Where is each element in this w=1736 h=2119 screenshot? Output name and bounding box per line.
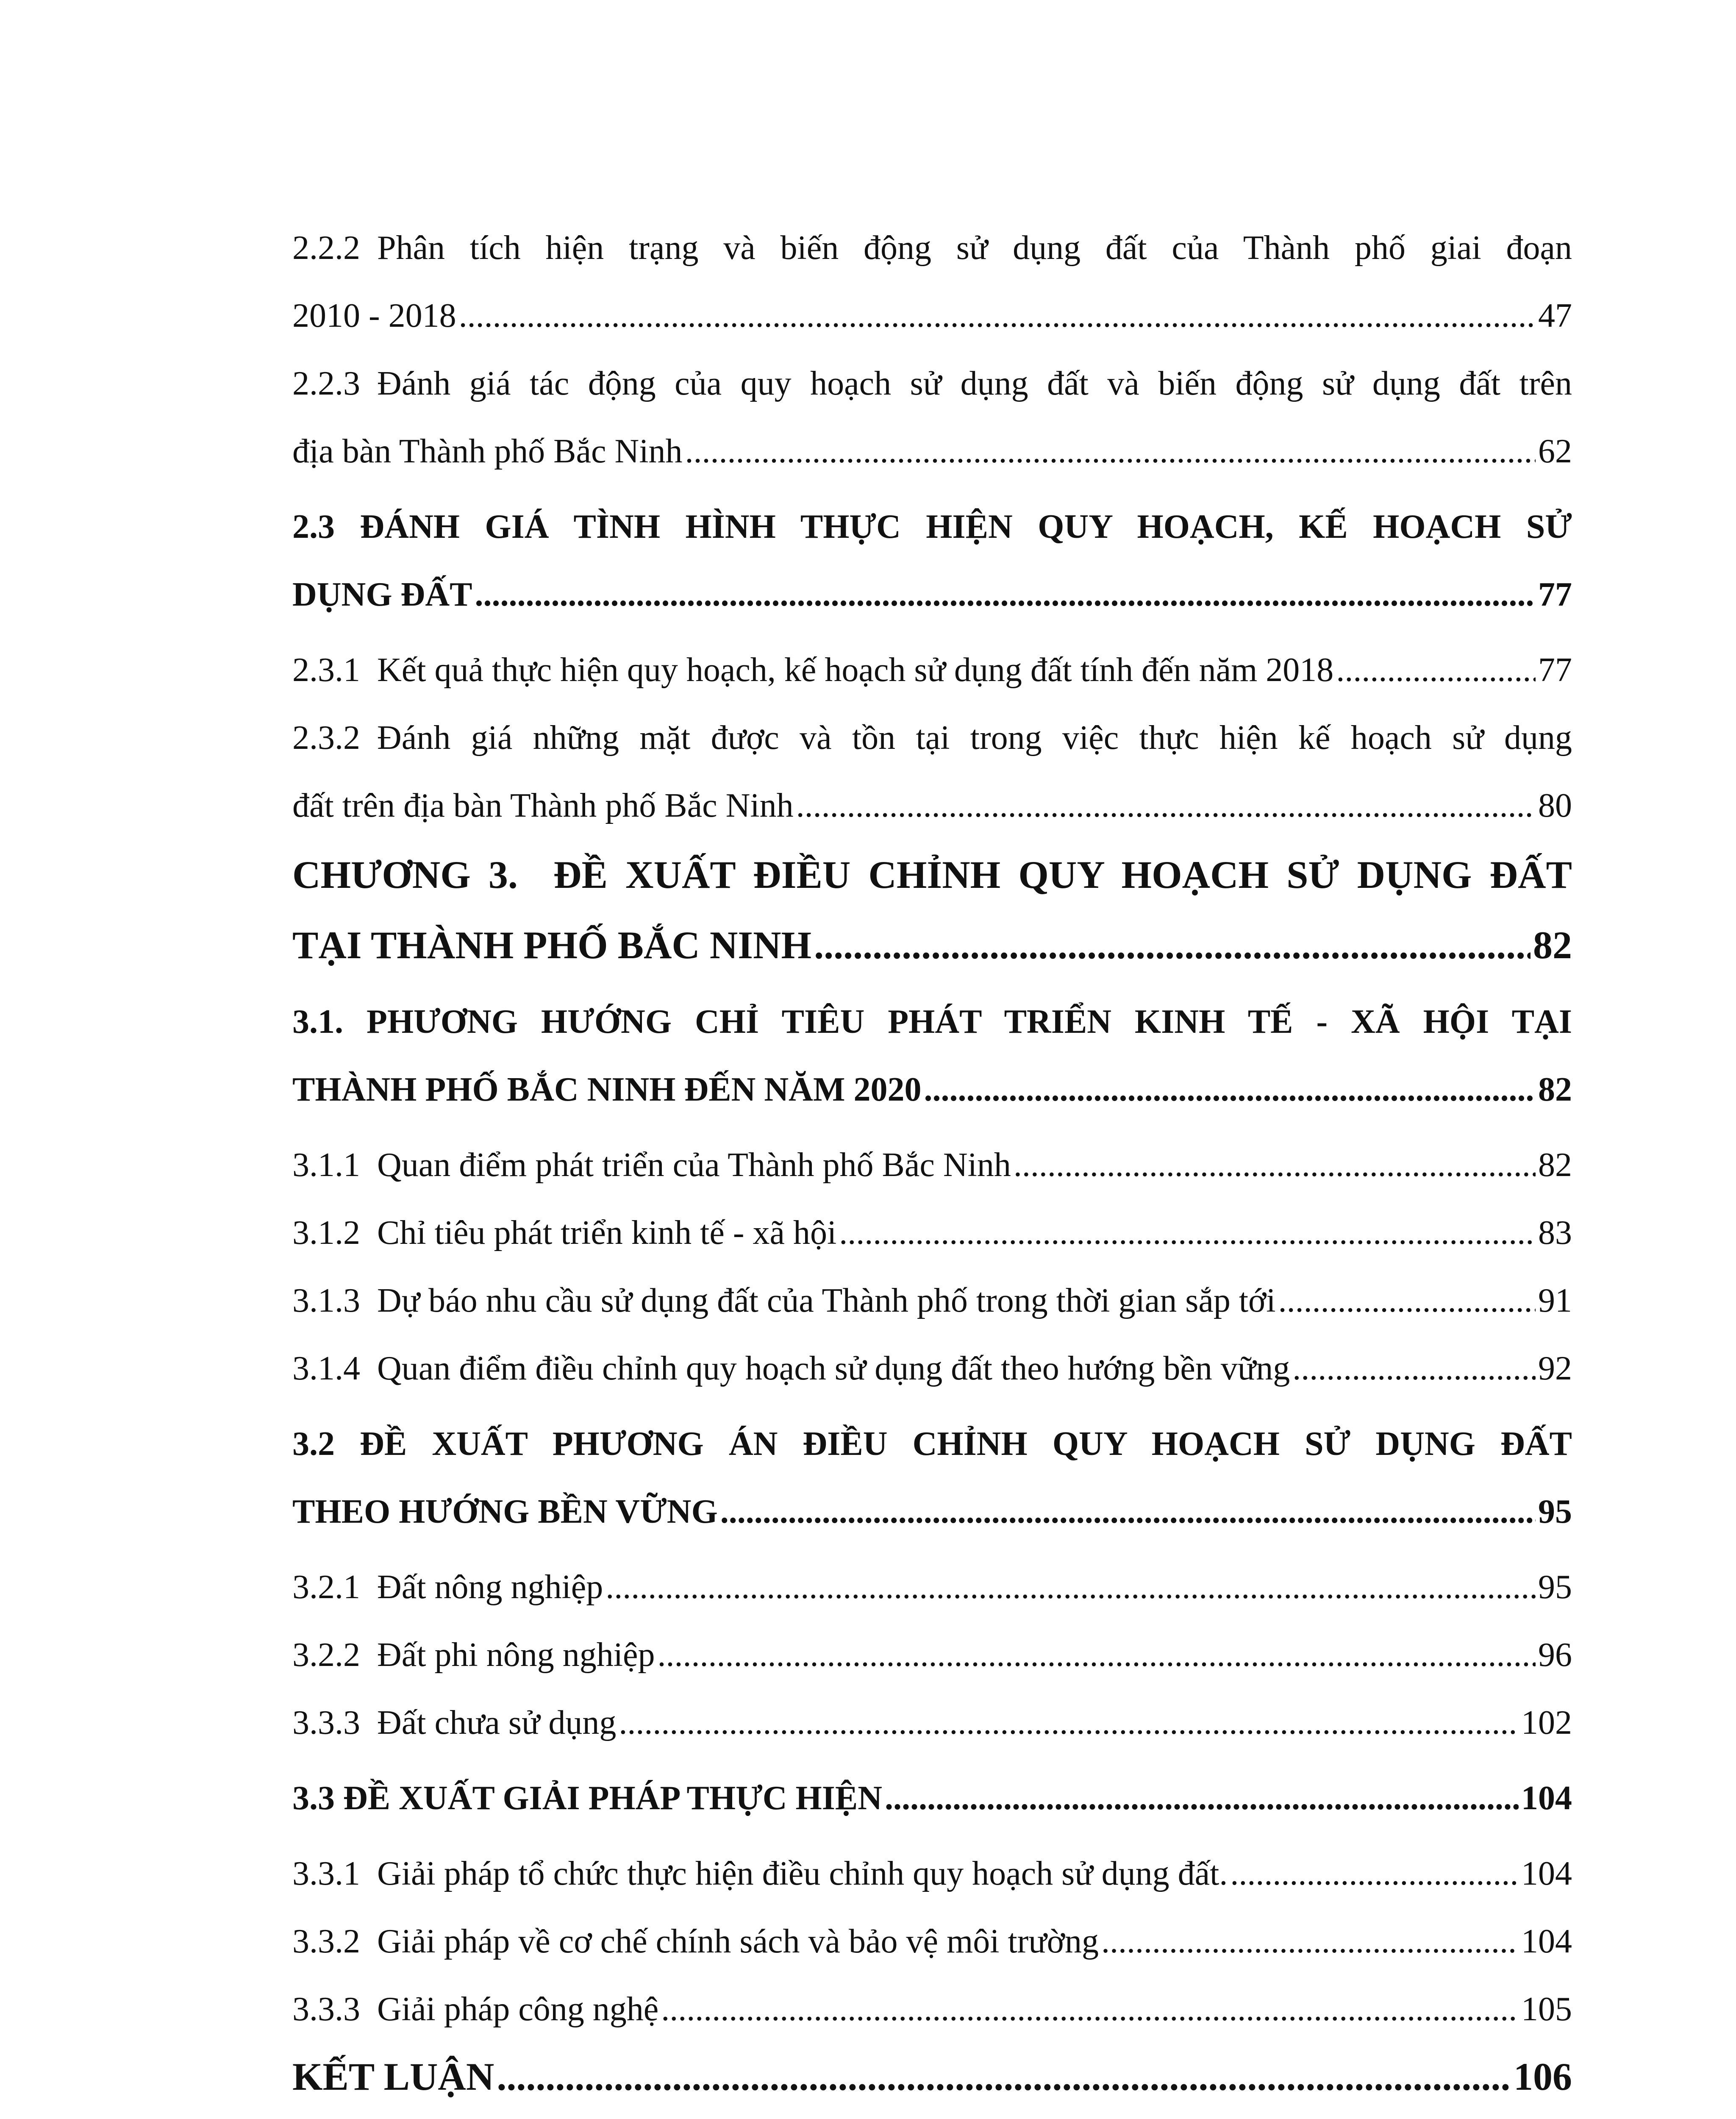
toc-page-number: 106 xyxy=(1514,2055,1572,2098)
toc-entry-line xyxy=(292,1267,1572,1335)
dot-leader xyxy=(1292,1335,1536,1402)
toc-page-number: 95 xyxy=(1538,1568,1572,1606)
toc-entry-3-3-3-land[interactable] xyxy=(292,1689,1572,1757)
toc-page-number: 104 xyxy=(1521,1780,1572,1817)
toc-entry-number: 3.3.2 xyxy=(292,1923,360,1960)
toc-entry-line xyxy=(292,636,1572,704)
dot-leader xyxy=(1336,636,1536,704)
toc-entry-3-3-2[interactable] xyxy=(292,1908,1572,1975)
toc-entry-line xyxy=(292,1131,1572,1199)
toc-entry-title-cont: THEO HƯỚNG BỀN VỮNG xyxy=(292,1493,718,1530)
toc-entry-number: 3.2.2 xyxy=(292,1636,360,1674)
toc-entry-line xyxy=(292,1908,1572,1975)
toc-section-3-2[interactable] xyxy=(292,1410,1572,1546)
toc-entry-title: Kết quả thực hiện quy hoạch, kế hoạch sử dụng đất tính đến năm 2018 xyxy=(377,651,1334,689)
toc-entry-number: 3.1.1 xyxy=(292,1146,360,1184)
toc-entry-title: 3.2 ĐỀ XUẤT PHƯƠNG ÁN ĐIỀU CHỈNH QUY HOẠCH SỬ DỤNG ĐẤT xyxy=(292,1425,1572,1463)
toc-entry-title: Giải pháp công nghệ xyxy=(377,1991,659,2028)
toc-entry-line xyxy=(292,350,1572,417)
toc-section-3-3[interactable] xyxy=(292,1764,1572,1832)
toc-recommendations[interactable] xyxy=(292,2110,1572,2119)
toc-page-number xyxy=(1514,2110,1572,2119)
toc-entry-title: Phân tích hiện trạng và biến động sử dụng đất của Thành phố giai đoạn xyxy=(377,229,1572,267)
toc-entry-2-3-2[interactable] xyxy=(292,704,1572,840)
toc-entry-number: 2.2.2 xyxy=(292,229,360,267)
toc-entry-number: 3.1.2 xyxy=(292,1214,360,1251)
toc-page-number: 92 xyxy=(1538,1350,1572,1387)
dot-leader xyxy=(924,1056,1536,1123)
dot-leader xyxy=(657,1621,1536,1689)
toc-entry-line xyxy=(292,417,1572,485)
toc-entry-title: Đất nông nghiệp xyxy=(377,1568,603,1606)
table-of-contents xyxy=(292,214,1572,2119)
toc-entry-line xyxy=(292,2043,1572,2110)
toc-entry-number: 3.3.3 xyxy=(292,1704,360,1741)
toc-entry-line xyxy=(292,1689,1572,1757)
toc-entry-3-2-1[interactable] xyxy=(292,1553,1572,1621)
toc-entry-title: 2.3 ĐÁNH GIÁ TÌNH HÌNH THỰC HIỆN QUY HOẠCH, KẾ HOẠCH SỬ xyxy=(292,508,1572,545)
dot-leader xyxy=(619,1689,1519,1757)
toc-entry-3-1-4[interactable] xyxy=(292,1335,1572,1402)
toc-page-number: 91 xyxy=(1538,1282,1572,1319)
toc-page-number: 95 xyxy=(1538,1493,1572,1530)
toc-entry-3-1-1[interactable] xyxy=(292,1131,1572,1199)
toc-page-number: 102 xyxy=(1521,1704,1572,1741)
toc-page-number: 77 xyxy=(1538,576,1572,613)
toc-entry-3-1-3[interactable] xyxy=(292,1267,1572,1335)
toc-entry-number: 3.1.3 xyxy=(292,1282,360,1319)
toc-entry-line xyxy=(292,1335,1572,1402)
dot-leader xyxy=(606,1553,1536,1621)
toc-entry-number: 3.3.3 xyxy=(292,1991,360,2028)
toc-entry-line xyxy=(292,910,1572,980)
toc-entry-3-3-1[interactable] xyxy=(292,1840,1572,1908)
toc-entry-title: KẾT LUẬN xyxy=(292,2055,494,2098)
toc-entry-line xyxy=(292,840,1572,910)
toc-page-number: 104 xyxy=(1521,1923,1572,1960)
toc-entry-2-2-2[interactable] xyxy=(292,214,1572,350)
toc-entry-title: Giải pháp về cơ chế chính sách và bảo vệ môi trường xyxy=(377,1923,1099,1960)
dot-leader xyxy=(885,1764,1519,1832)
toc-entry-line xyxy=(292,2110,1572,2119)
toc-page-number: 104 xyxy=(1521,1855,1572,1892)
toc-entry-number: 3.3.1 xyxy=(292,1855,360,1892)
dot-leader xyxy=(1101,1908,1519,1975)
toc-entry-number: 2.3.1 xyxy=(292,651,360,689)
toc-entry-title-cont: TẠI THÀNH PHỐ BẮC NINH xyxy=(292,923,812,967)
toc-section-3-1[interactable] xyxy=(292,988,1572,1123)
dot-leader xyxy=(459,282,1536,350)
toc-entry-line xyxy=(292,1199,1572,1267)
toc-entry-line xyxy=(292,1764,1572,1832)
toc-entry-number: 3.1.4 xyxy=(292,1350,360,1387)
toc-entry-title: Dự báo nhu cầu sử dụng đất của Thành phố trong thời gian sắp tới xyxy=(377,1282,1276,1319)
dot-leader xyxy=(1230,1840,1519,1908)
dot-leader xyxy=(796,772,1536,840)
toc-entry-title: 3.1. PHƯƠNG HƯỚNG CHỈ TIÊU PHÁT TRIỂN KINH TẾ - XÃ HỘI TẠI xyxy=(292,1003,1572,1040)
toc-entry-line xyxy=(292,282,1572,350)
toc-entry-title: Đất phi nông nghiệp xyxy=(377,1636,655,1674)
dot-leader xyxy=(1278,1267,1536,1335)
toc-entry-line xyxy=(292,214,1572,282)
toc-entry-title: Quan điểm phát triển của Thành phố Bắc Ninh xyxy=(377,1146,1011,1184)
dot-leader xyxy=(839,1199,1536,1267)
toc-entry-line xyxy=(292,1621,1572,1689)
dot-leader xyxy=(1014,1131,1536,1199)
toc-entry-title-cont: địa bàn Thành phố Bắc Ninh xyxy=(292,433,683,470)
toc-page-number: 105 xyxy=(1521,1991,1572,2028)
toc-entry-line xyxy=(292,1975,1572,2043)
toc-page-number: 82 xyxy=(1538,1146,1572,1184)
toc-entry-line xyxy=(292,1840,1572,1908)
toc-entry-number: 2.3.2 xyxy=(292,719,360,756)
toc-entry-line xyxy=(292,704,1572,772)
toc-entry-title-cont: đất trên địa bàn Thành phố Bắc Ninh xyxy=(292,787,794,824)
dot-leader xyxy=(685,417,1536,485)
toc-entry-line xyxy=(292,1478,1572,1546)
toc-entry-title: CHƯƠNG 3. ĐỀ XUẤT ĐIỀU CHỈNH QUY HOẠCH SỬ DỤNG ĐẤT xyxy=(292,853,1572,896)
toc-page-number: 80 xyxy=(1538,787,1572,824)
toc-page-number: 82 xyxy=(1533,923,1572,967)
toc-entry-line xyxy=(292,1553,1572,1621)
dot-leader xyxy=(661,1975,1519,2043)
toc-entry-title: Đánh giá tác động của quy hoạch sử dụng đất và biến động sử dụng đất trên xyxy=(377,365,1572,402)
toc-entry-title: Quan điểm điều chỉnh quy hoạch sử dụng đất theo hướng bền vững xyxy=(377,1350,1290,1387)
toc-entry-2-2-3[interactable] xyxy=(292,350,1572,485)
toc-page-number: 62 xyxy=(1538,433,1572,470)
toc-section-2-3[interactable] xyxy=(292,493,1572,628)
toc-entry-3-3-3[interactable] xyxy=(292,1975,1572,2043)
toc-page-number: 83 xyxy=(1538,1214,1572,1251)
toc-entry-title: Đánh giá những mặt được và tồn tại trong việc thực hiện kế hoạch sử dụng xyxy=(377,719,1572,756)
toc-entry-title: Đất chưa sử dụng xyxy=(377,1704,617,1741)
dot-leader xyxy=(814,910,1530,980)
dot-leader xyxy=(508,2110,1511,2119)
toc-entry-title-cont: THÀNH PHỐ BẮC NINH ĐẾN NĂM 2020 xyxy=(292,1071,922,1108)
dot-leader xyxy=(497,2043,1511,2110)
toc-page-number: 77 xyxy=(1538,651,1572,689)
toc-entry-line xyxy=(292,1056,1572,1123)
toc-page-number: 82 xyxy=(1538,1071,1572,1108)
toc-entry-title: Giải pháp tổ chức thực hiện điều chỉnh quy hoạch sử dụng đất. xyxy=(377,1855,1228,1892)
toc-page-number: 47 xyxy=(1538,297,1572,334)
toc-entry-2-3-1[interactable] xyxy=(292,636,1572,704)
toc-entry-title: Chỉ tiêu phát triển kinh tế - xã hội xyxy=(377,1214,837,1251)
toc-page-number: 96 xyxy=(1538,1636,1572,1674)
toc-entry-line xyxy=(292,561,1572,628)
toc-entry-line xyxy=(292,772,1572,840)
toc-entry-title-cont: 2010 - 2018 xyxy=(292,297,456,334)
toc-conclusion[interactable] xyxy=(292,2043,1572,2110)
toc-entry-title xyxy=(292,2110,506,2119)
toc-entry-3-2-2[interactable] xyxy=(292,1621,1572,1689)
dot-leader xyxy=(475,561,1536,628)
toc-entry-line xyxy=(292,1410,1572,1478)
toc-entry-3-1-2[interactable] xyxy=(292,1199,1572,1267)
toc-entry-line xyxy=(292,493,1572,561)
toc-entry-number: 3.2.1 xyxy=(292,1568,360,1606)
dot-leader xyxy=(720,1478,1536,1546)
toc-chapter-3[interactable] xyxy=(292,840,1572,980)
toc-entry-title: 3.3 ĐỀ XUẤT GIẢI PHÁP THỰC HIỆN xyxy=(292,1780,883,1817)
toc-entry-number: 2.2.3 xyxy=(292,365,360,402)
toc-entry-title-cont: DỤNG ĐẤT xyxy=(292,576,472,613)
toc-entry-line xyxy=(292,988,1572,1056)
